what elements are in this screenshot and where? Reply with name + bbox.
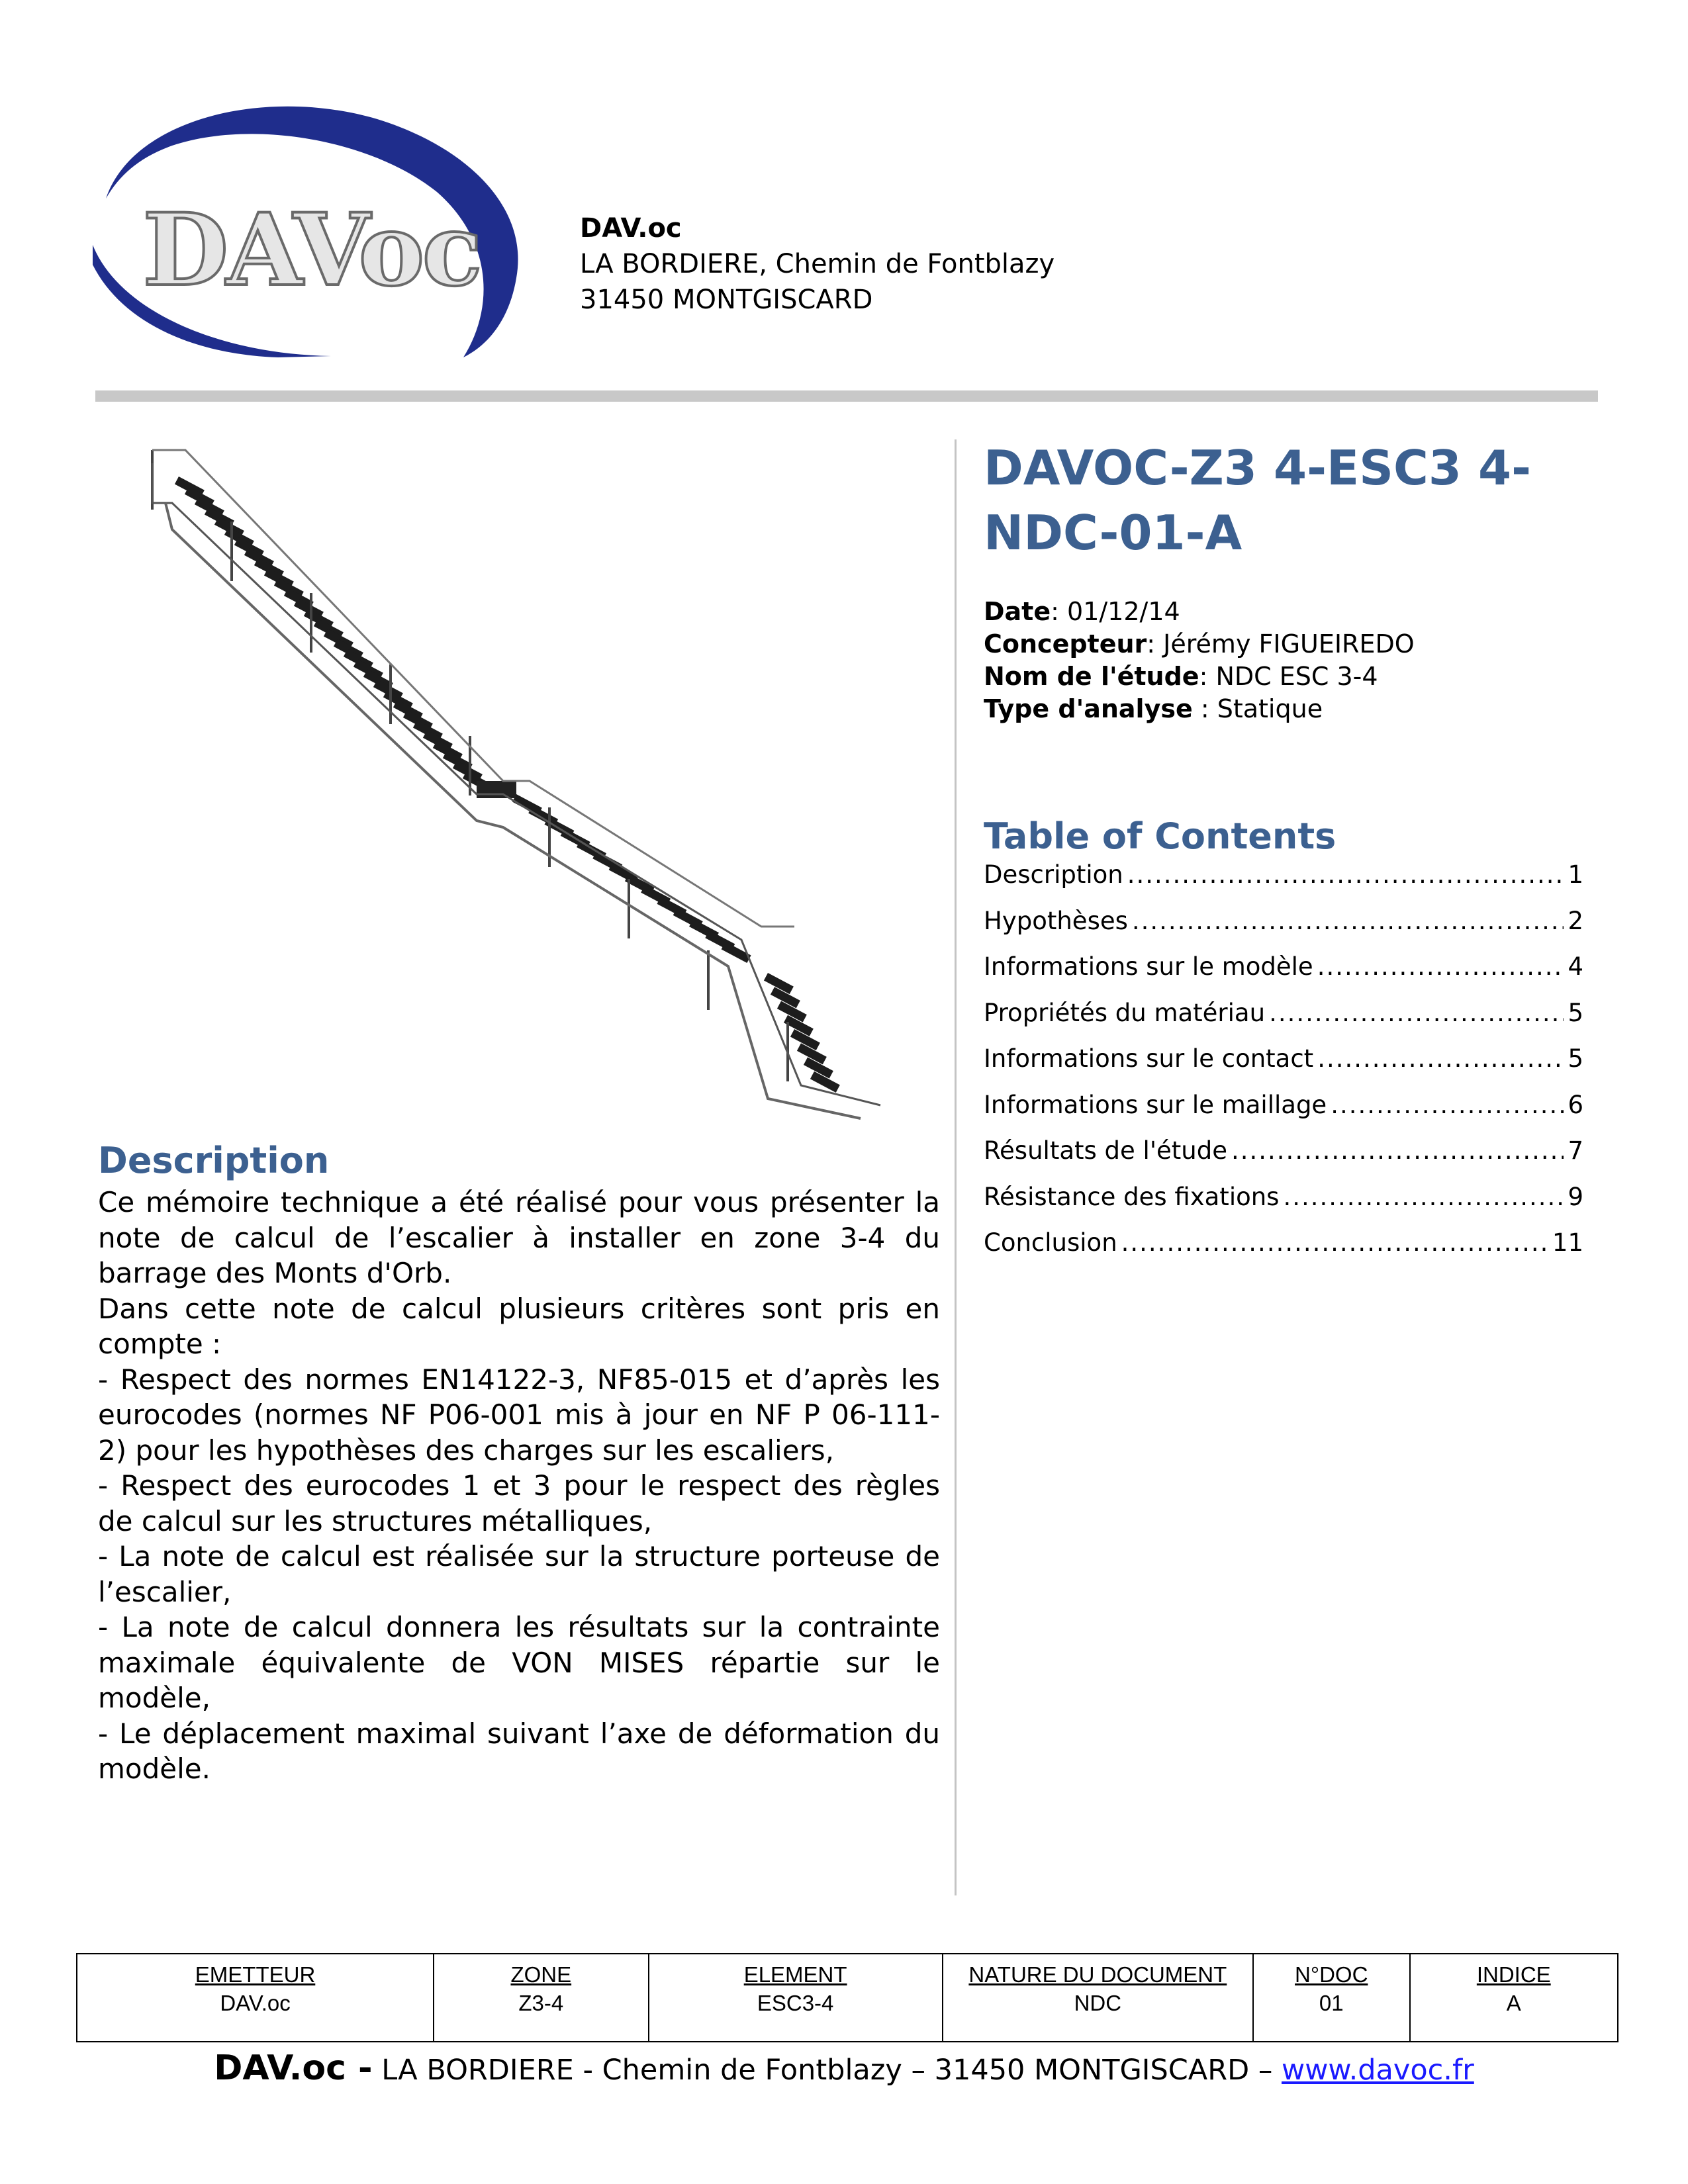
description-body (98, 1185, 940, 1787)
toc-entry-title: Résultats de l'étude (984, 1136, 1227, 1165)
toc-heading: Table of Contents (984, 815, 1336, 857)
info-column (943, 1954, 1254, 2041)
description-paragraph: - Respect des normes EN14122-3, NF85-015 et d’après les eurocodes (normes NF P06-001 mis à jour en NF P 06-111-2) pour les hypothèses des charges sur les escaliers, (98, 1363, 940, 1467)
document-title: DAVOC-Z3 4-ESC3 4-NDC-01-A (984, 440, 1532, 561)
description-paragraph: - Respect des eurocodes 1 et 3 pour le respect des règles de calcul sur les structures métalliques, (98, 1469, 940, 1537)
info-column-header: INDICE (1476, 1962, 1551, 1987)
toc-entry-page: 7 (1568, 1136, 1583, 1165)
toc-entry[interactable] (984, 999, 1583, 1045)
toc-entry-title: Propriétés du matériau (984, 998, 1266, 1027)
description-heading: Description (98, 1140, 330, 1181)
info-column-value: NDC (1074, 1991, 1122, 2015)
address-line-1: LA BORDIERE, Chemin de Fontblazy (580, 249, 1055, 279)
info-column (1411, 1954, 1617, 2041)
meta-line (984, 693, 1415, 725)
info-column (77, 1954, 434, 2041)
info-column-header: ZONE (510, 1962, 572, 1987)
toc-entry-page: 5 (1568, 1044, 1583, 1073)
toc-leader-dots (1132, 907, 1564, 935)
toc-entry-title: Informations sur le modèle (984, 952, 1313, 981)
meta-label: Nom de l'étude (984, 662, 1199, 691)
toc-leader-dots (1121, 1228, 1548, 1257)
toc-entry-page: 6 (1568, 1090, 1583, 1119)
davoc-logo (93, 93, 543, 357)
info-column (1254, 1954, 1411, 2041)
footer-address: LA BORDIERE - Chemin de Fontblazy – 31450 MONTGISCARD – (381, 2054, 1273, 2087)
toc-leader-dots (1283, 1183, 1564, 1211)
description-paragraph: - Le déplacement maximal suivant l’axe de déformation du modèle. (98, 1717, 940, 1785)
stair-landing (477, 781, 516, 798)
meta-line (984, 660, 1415, 693)
info-column-header: N°DOC (1295, 1962, 1368, 1987)
toc-leader-dots (1127, 860, 1564, 889)
company-address (580, 210, 1055, 318)
meta-value: Jérémy FIGUEIREDO (1163, 629, 1415, 659)
header-divider (95, 390, 1598, 402)
info-column-header: ELEMENT (743, 1962, 847, 1987)
toc-entry-page: 4 (1568, 952, 1583, 981)
description-paragraph: - La note de calcul est réalisée sur la structure porteuse de l’escalier, (98, 1540, 940, 1608)
meta-line (984, 628, 1415, 660)
meta-label: Concepteur (984, 629, 1147, 659)
info-column (434, 1954, 649, 2041)
toc-entry-page: 9 (1568, 1182, 1583, 1211)
info-column-header: NATURE DU DOCUMENT (968, 1962, 1227, 1987)
info-column (649, 1954, 943, 2041)
toc-entry-title: Informations sur le contact (984, 1044, 1314, 1073)
toc-leader-dots (1317, 952, 1564, 981)
toc-entry-title: Conclusion (984, 1228, 1117, 1257)
info-column-value: A (1506, 1991, 1521, 2015)
toc-entry-title: Informations sur le maillage (984, 1090, 1327, 1119)
footer-website-link[interactable]: www.davoc.fr (1282, 2054, 1474, 2087)
table-of-contents (984, 860, 1583, 1275)
column-divider (955, 439, 957, 1895)
info-column-value: Z3-4 (518, 1991, 564, 2015)
meta-separator: : (1199, 662, 1216, 691)
info-column-value: 01 (1319, 1991, 1344, 2015)
toc-entry[interactable] (984, 860, 1583, 907)
toc-entry-title: Description (984, 860, 1123, 889)
svg-text:DAVoc: DAVoc (142, 192, 480, 308)
description-paragraph: Dans cette note de calcul plusieurs critères sont pris en compte : (98, 1292, 940, 1360)
toc-entry[interactable] (984, 1183, 1583, 1229)
description-paragraph: Ce mémoire technique a été réalisé pour vous présenter la note de calcul de l’escalier à installer en zone 3-4 du barrage des Monts d'Orb. (98, 1186, 940, 1289)
meta-separator: : (1192, 694, 1217, 723)
meta-label: Type d'analyse (984, 694, 1193, 723)
document-info-table (76, 1953, 1618, 2042)
toc-entry-title: Résistance des fixations (984, 1182, 1280, 1211)
meta-value: Statique (1217, 694, 1323, 723)
meta-value: 01/12/14 (1067, 597, 1180, 626)
meta-line (984, 596, 1415, 628)
info-column-header: EMETTEUR (195, 1962, 316, 1987)
toc-entry-page: 5 (1568, 998, 1583, 1027)
toc-leader-dots (1231, 1136, 1564, 1165)
meta-separator: : (1051, 597, 1068, 626)
toc-entry[interactable] (984, 1044, 1583, 1091)
staircase-illustration (132, 424, 900, 1125)
info-column-value: ESC3-4 (757, 1991, 834, 2015)
meta-value: NDC ESC 3-4 (1215, 662, 1378, 691)
toc-entry[interactable] (984, 1091, 1583, 1137)
toc-entry[interactable] (984, 1228, 1583, 1275)
document-meta (984, 596, 1415, 725)
toc-entry-page: 2 (1568, 906, 1583, 935)
toc-leader-dots (1317, 1044, 1564, 1073)
footer-brand: DAV.oc - (214, 2048, 373, 2088)
meta-separator: : (1147, 629, 1164, 659)
toc-entry-page: 11 (1552, 1228, 1583, 1257)
toc-entry[interactable] (984, 952, 1583, 999)
toc-leader-dots (1331, 1091, 1564, 1119)
toc-entry[interactable] (984, 1136, 1583, 1183)
toc-entry-page: 1 (1568, 860, 1583, 889)
meta-label: Date (984, 597, 1051, 626)
footer (0, 2048, 1688, 2088)
description-paragraph: - La note de calcul donnera les résultats sur la contrainte maximale équivalente de VON MISES répartie sur le modèle, (98, 1611, 940, 1714)
company-name: DAV.oc (580, 213, 682, 244)
info-column-value: DAV.oc (220, 1991, 291, 2015)
toc-entry-title: Hypothèses (984, 906, 1128, 935)
address-line-2: 31450 MONTGISCARD (580, 285, 873, 315)
toc-leader-dots (1269, 999, 1564, 1027)
toc-entry[interactable] (984, 907, 1583, 953)
